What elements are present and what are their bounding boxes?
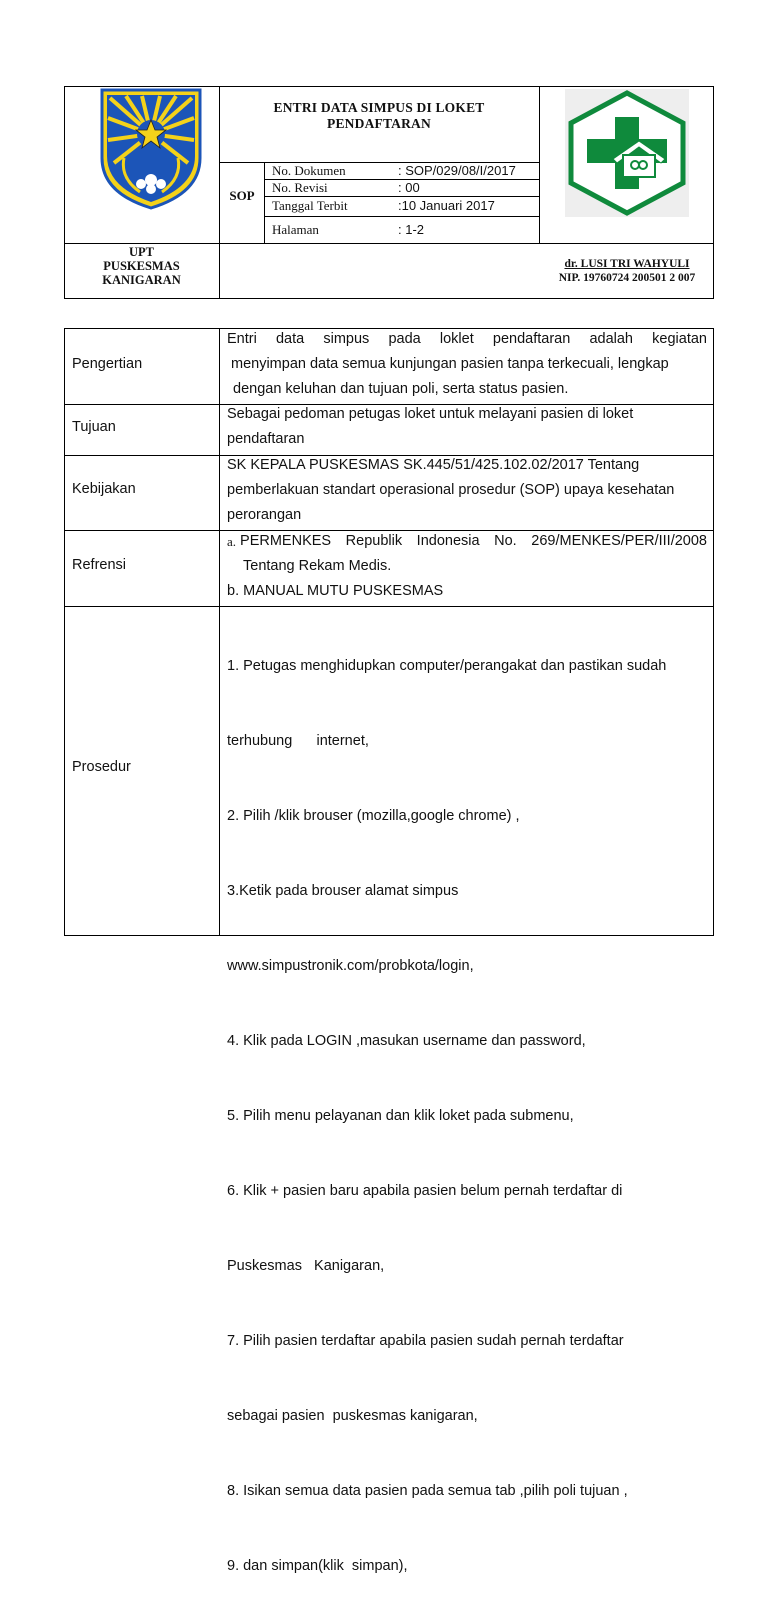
document-title [220, 100, 538, 132]
header-divider [264, 216, 539, 217]
procedure-step: 8. Isikan semua data pasien pada semua tab ,pilih poli tujuan , [227, 1483, 628, 1499]
row-label-kebijakan: Kebijakan [72, 481, 136, 497]
procedure-step: 2. Pilih /klik brouser (mozilla,google chrome) , [227, 808, 520, 824]
text-line: perorangan [227, 507, 302, 523]
signer-nip: NIP. 19760724 200501 2 007 [558, 272, 696, 284]
procedure-step: sebagai pasien puskesmas kanigaran, [227, 1408, 478, 1424]
procedure-step: 4. Klik pada LOGIN ,masukan username dan password, [227, 1033, 586, 1049]
procedure-step: 6. Klik + pasien baru apabila pasien belum pernah terdaftar di [227, 1183, 623, 1199]
text-line: SK KEPALA PUSKESMAS SK.445/51/425.102.02/2017 Tentang [227, 457, 640, 473]
puskesmas-logo-icon [565, 89, 689, 217]
meta-value: : 1-2 [398, 222, 425, 237]
row-text-tujuan [227, 402, 707, 452]
row-text-pengertian [227, 327, 707, 402]
meta-value: : SOP/029/08/I/2017 [398, 163, 516, 178]
row-label-refrensi: Refrensi [72, 557, 126, 573]
org-line: KANIGARAN [102, 273, 181, 287]
text-line: Tentang Rekam Medis. [243, 558, 392, 574]
text-line: Sebagai pedoman petugas loket untuk melayani pasien di loket [227, 406, 634, 422]
org-line: PUSKESMAS [103, 259, 180, 273]
meta-key: Halaman [272, 222, 319, 237]
text-line: pendaftaran [227, 431, 305, 447]
procedure-step: 7. Pilih pasien terdaftar apabila pasien sudah pernah terdaftar [227, 1333, 624, 1349]
procedure-step: 5. Pilih menu pelayanan dan klik loket pada submenu, [227, 1108, 574, 1124]
meta-value: :10 Januari 2017 [398, 198, 495, 213]
meta-key: No. Revisi [272, 180, 328, 195]
header-divider [264, 162, 265, 243]
procedure-step: 9. dan simpan(klik simpan), [227, 1558, 408, 1574]
title-line: ENTRI DATA SIMPUS DI LOKET [273, 100, 485, 115]
signer-name: dr. LUSI TRI WAHYULI [564, 258, 690, 270]
row-text-refrensi [227, 529, 707, 604]
text-line: pemberlakuan standart operasional prosedur (SOP) upaya kesehatan [227, 482, 675, 498]
row-label-prosedur: Prosedur [72, 759, 131, 775]
meta-value: : 00 [398, 180, 420, 195]
procedure-step: terhubung internet, [227, 733, 369, 749]
sop-label: SOP [229, 188, 255, 203]
title-line: PENDAFTARAN [327, 116, 431, 131]
header-divider [264, 196, 539, 197]
procedure-step: 1. Petugas menghidupkan computer/perangakat dan pastikan sudah [227, 658, 667, 674]
regional-shield-logo-icon [100, 88, 202, 210]
header-divider [539, 86, 540, 243]
meta-key: No. Dokumen [272, 163, 346, 178]
row-text-kebijakan [227, 453, 707, 528]
text-line: Entri data simpus pada loklet pendaftaran adalah kegiatan [227, 331, 707, 347]
procedure-step: www.simpustronik.com/probkota/login, [227, 958, 474, 974]
text-line: PERMENKES Republik Indonesia No. 269/MENKES/PER/III/2008 [240, 533, 707, 549]
row-label-tujuan: Tujuan [72, 419, 116, 435]
table-divider [219, 328, 220, 936]
procedure-step: Puskesmas Kanigaran, [227, 1258, 385, 1274]
procedure-step: 3.Ketik pada brouser alamat simpus [227, 883, 459, 899]
row-label-pengertian: Pengertian [72, 356, 143, 372]
org-line: UPT [129, 245, 154, 259]
text-line: menyimpan data semua kunjungan pasien tanpa terkecuali, lengkap [231, 356, 669, 372]
list-prefix: a. [227, 534, 237, 549]
organization-name [64, 245, 219, 287]
row-text-prosedur [227, 604, 707, 1604]
header-divider [64, 243, 714, 244]
text-line: dengan keluhan dan tujuan poli, serta status pasien. [233, 381, 569, 397]
meta-key: Tanggal Terbit [272, 198, 348, 213]
text-line: b. MANUAL MUTU PUSKESMAS [227, 583, 444, 599]
